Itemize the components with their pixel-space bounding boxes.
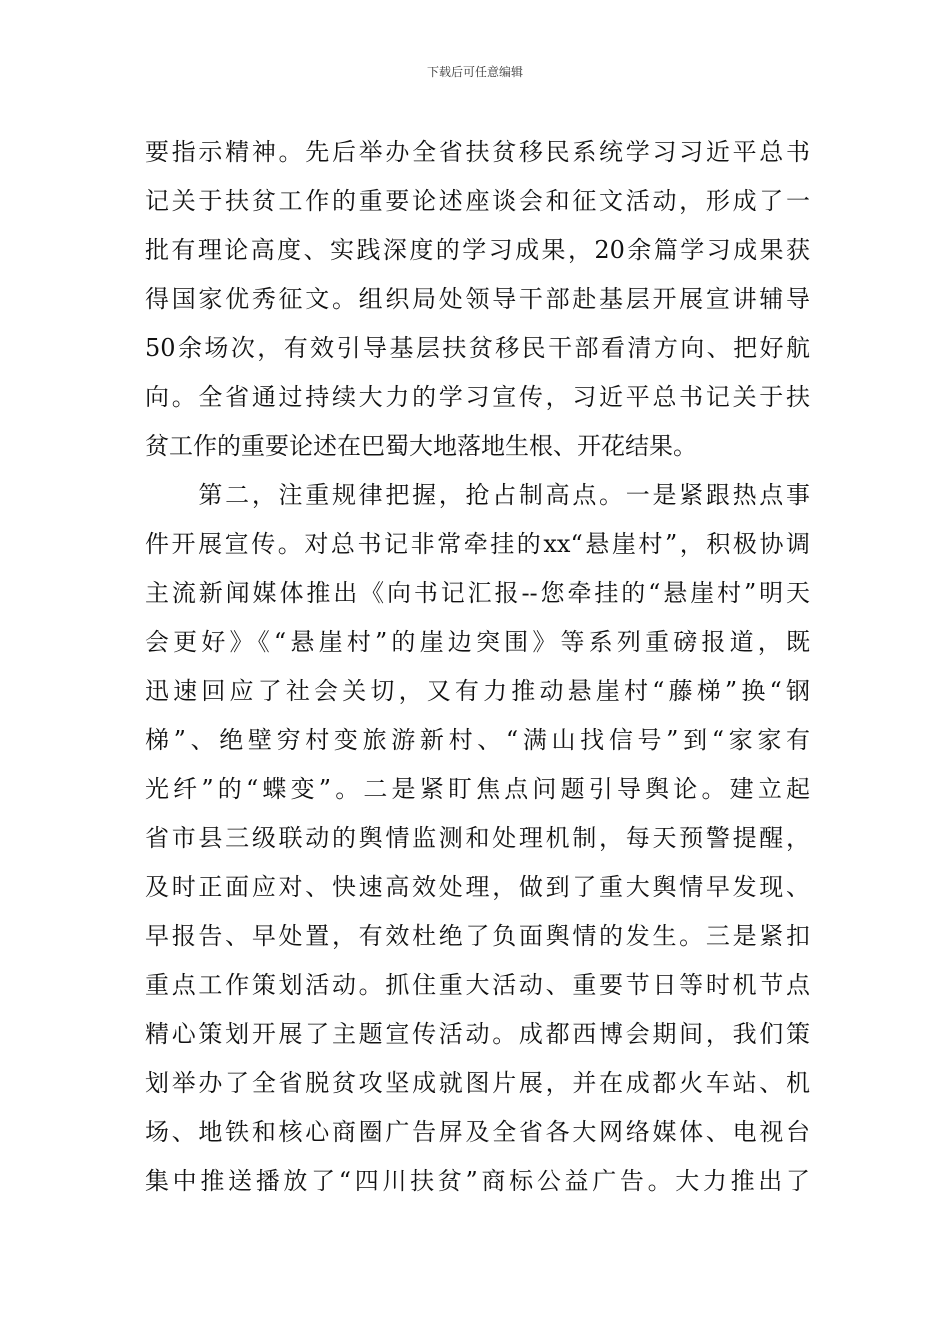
text-line: 会更好》《“悬崖村”的崖边突围》等系列重磅报道，既 [145,628,810,656]
text-line: 光纤”的“蝶变”。二是紧盯焦点问题引导舆论。建立起 [145,775,810,803]
text-line: 主流新闻媒体推出《向书记汇报--您牵挂的“悬崖村”明天 [145,579,810,607]
text-line: 重点工作策划活动。抓住重大活动、重要节日等时机节点 [145,971,810,999]
text-line: 批有理论高度、实践深度的学习成果，20余篇学习成果获 [145,236,810,264]
text-line: 件开展宣传。对总书记非常牵挂的xx“悬崖村”，积极协调 [145,530,810,558]
text-line: 向。全省通过持续大力的学习宣传，习近平总书记关于扶 [145,383,810,411]
text-line: 集中推送播放了“四川扶贫”商标公益广告。大力推出了 [145,1167,810,1195]
text-line: 早报告、早处置，有效杜绝了负面舆情的发生。三是紧扣 [145,922,810,950]
page-header: 下载后可任意编辑 [426,65,523,79]
text-line: 50余场次，有效引导基层扶贫移民干部看清方向、把好航 [145,334,810,362]
text-line: 要指示精神。先后举办全省扶贫移民系统学习习近平总书 [145,138,810,166]
paragraph-2 [145,471,810,1206]
text-line: 得国家优秀征文。组织局处领导干部赴基层开展宣讲辅导 [145,285,810,313]
text-line: 精心策划开展了主题宣传活动。成都西博会期间，我们策 [145,1020,810,1048]
text-line: 第二，注重规律把握，抢占制高点。一是紧跟热点事 [145,481,810,509]
text-line: 场、地铁和核心商圈广告屏及全省各大网络媒体、电视台 [145,1118,810,1146]
text-line: 迅速回应了社会关切，又有力推动悬崖村“藤梯”换“钢 [145,677,810,705]
text-line: 贫工作的重要论述在巴蜀大地落地生根、开花结果。 [145,432,697,460]
text-line: 梯”、绝壁穷村变旅游新村、“满山找信号”到“家家有 [145,726,810,754]
paragraph-1 [145,128,810,471]
document-body [145,128,810,1206]
text-line: 省市县三级联动的舆情监测和处理机制，每天预警提醒， [145,824,810,852]
text-line: 划举办了全省脱贫攻坚成就图片展，并在成都火车站、机 [145,1069,810,1097]
text-line: 及时正面应对、快速高效处理，做到了重大舆情早发现、 [145,873,810,901]
text-line: 记关于扶贫工作的重要论述座谈会和征文活动，形成了一 [145,187,810,215]
